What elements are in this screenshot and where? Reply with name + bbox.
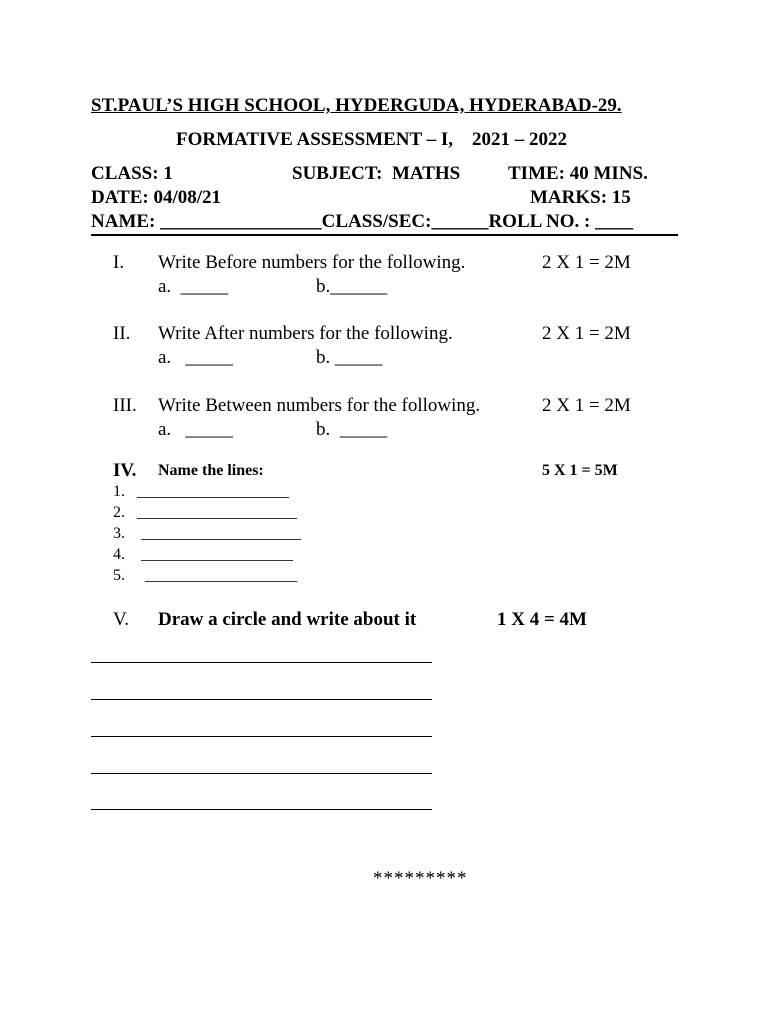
marks-label: MARKS: 15 [530,187,631,208]
q3-blank-a: a. _____ [158,419,233,440]
header-divider [91,234,678,236]
q4-line-4: 4. ___________________ [113,546,293,563]
answer-line-1 [91,662,432,663]
q4-line-5: 5. ___________________ [113,567,297,584]
q2-number: II. [113,323,131,344]
date-label: DATE: 04/08/21 [91,187,222,208]
q3-number: III. [113,395,137,416]
answer-line-5 [91,809,432,810]
q4-text: Name the lines: [158,462,264,479]
q2-marks: 2 X 1 = 2M [542,323,631,344]
answer-line-3 [91,736,432,737]
subject-label: SUBJECT: MATHS [292,163,461,184]
q2-blank-a: a. _____ [158,347,233,368]
q3-blank-b: b. _____ [316,419,388,440]
class-label: CLASS: 1 [91,163,173,184]
assessment-title: FORMATIVE ASSESSMENT – I, 2021 – 2022 [176,129,567,150]
q4-marks: 5 X 1 = 5M [542,462,618,479]
end-marker: ********* [373,868,468,889]
q1-text: Write Before numbers for the following. [158,252,466,273]
q5-number: V. [113,609,130,630]
q4-number: IV. [113,460,137,481]
q1-number: I. [113,252,125,273]
q1-blank-a: a. _____ [158,276,229,297]
q4-line-2: 2. ____________________ [113,504,297,521]
name-class-roll-line: NAME: _________________CLASS/SEC:______ROLL NO. : ____ [91,211,634,232]
q1-blank-b: b.______ [316,276,388,297]
q1-marks: 2 X 1 = 2M [542,252,631,273]
q3-marks: 2 X 1 = 2M [542,395,631,416]
school-title: ST.PAUL’S HIGH SCHOOL, HYDERGUDA, HYDERABAD-29. [91,95,622,116]
q4-line-3: 3. ____________________ [113,525,301,542]
q3-text: Write Between numbers for the following. [158,395,481,416]
answer-line-2 [91,699,432,700]
q2-text: Write After numbers for the following. [158,323,453,344]
q5-text: Draw a circle and write about it [158,609,417,630]
q4-line-1: 1. ___________________ [113,483,289,500]
q5-marks: 1 X 4 = 4M [497,609,587,630]
answer-line-4 [91,773,432,774]
time-label: TIME: 40 MINS. [508,163,648,184]
q2-blank-b: b. _____ [316,347,383,368]
